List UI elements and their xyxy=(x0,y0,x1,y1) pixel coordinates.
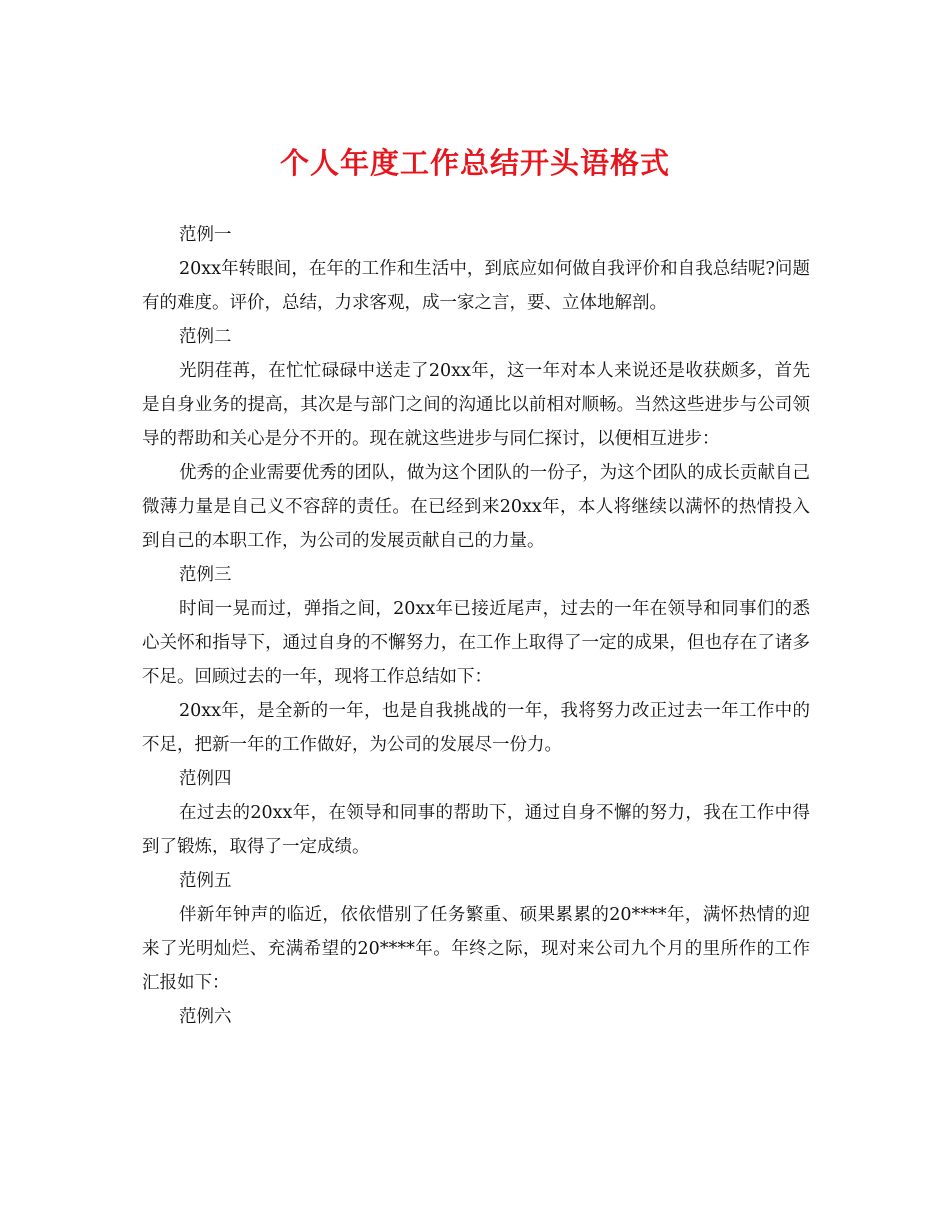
paragraph: 在过去的20xx年，在领导和同事的帮助下，通过自身不懈的努力，我在工作中得到了锻炼，取得了一定成绩。 xyxy=(142,803,810,857)
example-heading-4: 范例四 xyxy=(179,769,232,789)
example-heading-3: 范例三 xyxy=(179,565,232,585)
paragraph: 20xx年转眼间，在年的工作和生活中，到底应如何做自我评价和自我总结呢?问题有的难度。评价，总结，力求客观，成一家之言，要、立体地解剖。 xyxy=(142,259,810,313)
paragraph: 时间一晃而过，弹指之间，20xx年已接近尾声，过去的一年在领导和同事们的悉心关怀和指导下，通过自身的不懈努力，在工作上取得了一定的成果，但也存在了诸多不足。回顾过去的一年，现将工作总结如下： xyxy=(142,599,810,687)
example-heading-2: 范例二 xyxy=(179,327,232,347)
paragraph: 伴新年钟声的临近，依依惜别了任务繁重、硕果累累的20****年，满怀热情的迎来了光明灿烂、充满希望的20****年。年终之际，现对来公司九个月的里所作的工作汇报如下： xyxy=(142,905,810,993)
example-heading-1: 范例一 xyxy=(179,225,232,245)
document-body xyxy=(142,218,810,1034)
example-heading-5: 范例五 xyxy=(179,871,232,891)
example-heading-6: 范例六 xyxy=(179,1007,232,1027)
paragraph: 优秀的企业需要优秀的团队，做为这个团队的一份子，为这个团队的成长贡献自己微薄力量是自己义不容辞的责任。在已经到来20xx年，本人将继续以满怀的热情投入到自己的本职工作，为公司的发展贡献自己的力量。 xyxy=(142,463,810,551)
document-title: 个人年度工作总结开头语格式 xyxy=(279,146,670,180)
paragraph: 光阴荏苒，在忙忙碌碌中送走了20xx年，这一年对本人来说还是收获颇多，首先是自身业务的提高，其次是与部门之间的沟通比以前相对顺畅。当然这些进步与公司领导的帮助和关心是分不开的。现在就这些进步与同仁探讨，以便相互进步： xyxy=(142,361,810,449)
paragraph: 20xx年，是全新的一年，也是自我挑战的一年，我将努力改正过去一年工作中的不足，把新一年的工作做好，为公司的发展尽一份力。 xyxy=(142,701,810,755)
